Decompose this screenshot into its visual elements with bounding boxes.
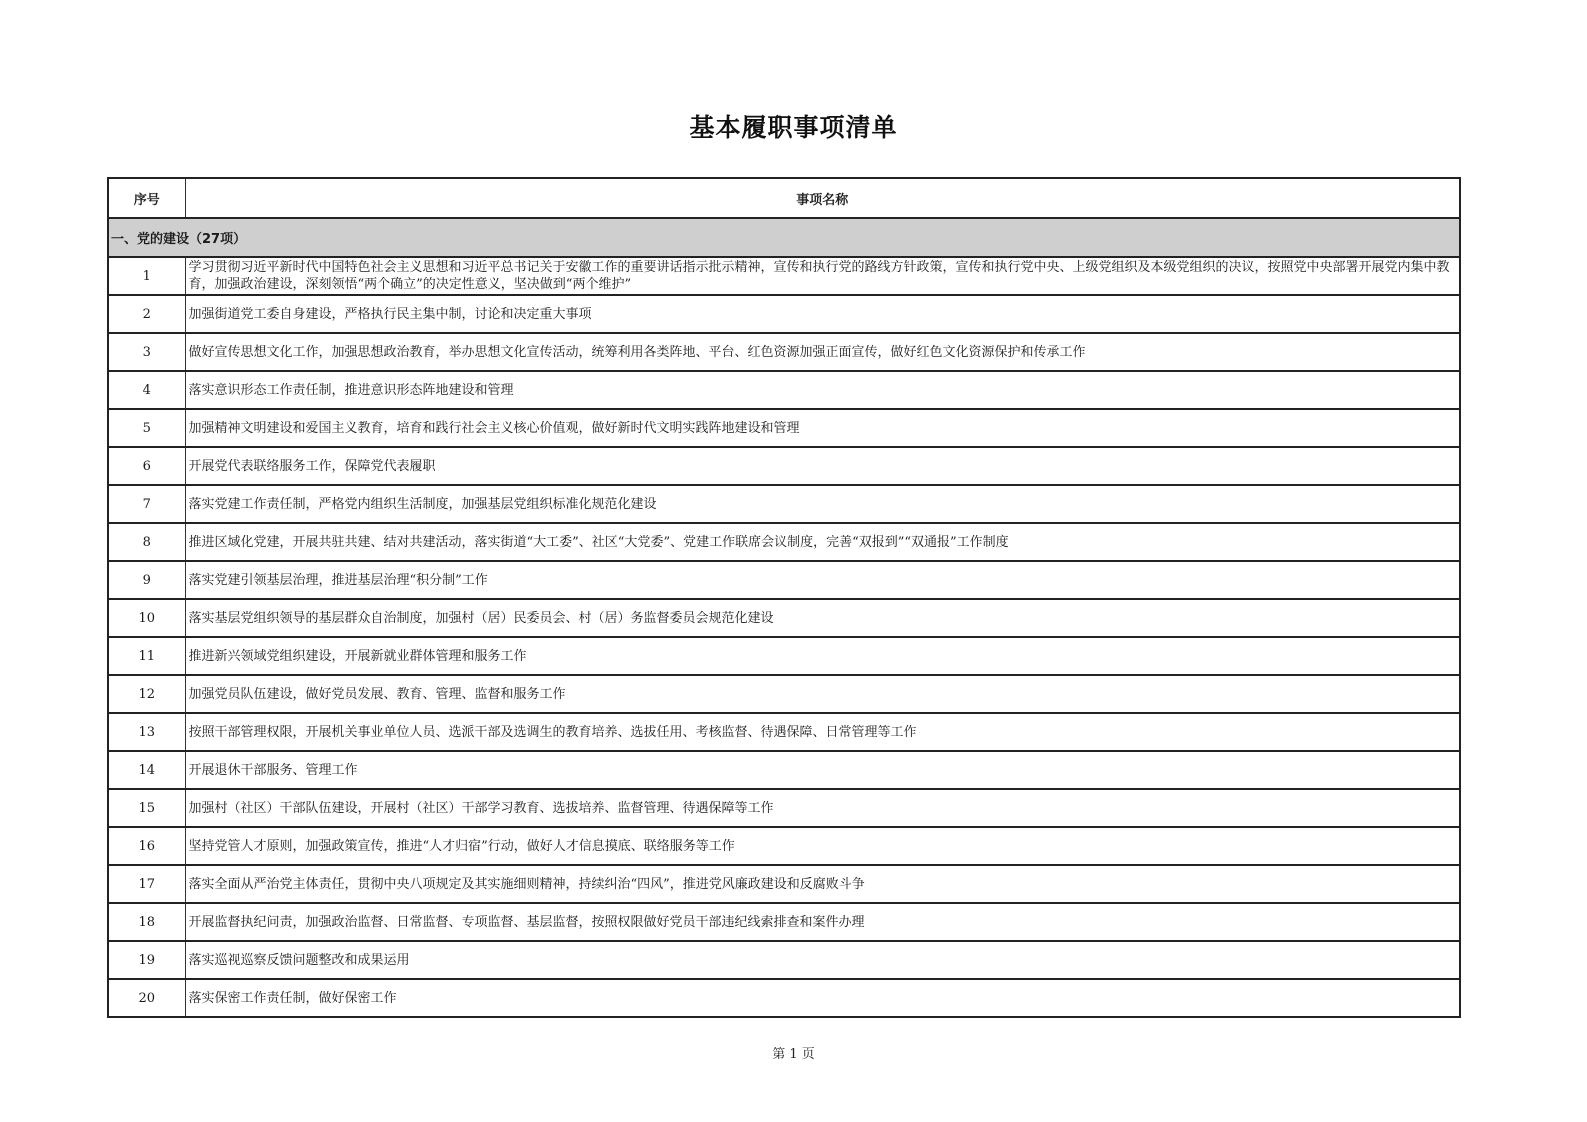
row-item-name: 按照干部管理权限，开展机关事业单位人员、选派干部及选调生的教育培养、选拔任用、考核监督、待遇保障、日常管理等工作 <box>185 713 1460 751</box>
table-row <box>108 865 1460 903</box>
row-item-name: 加强村（社区）干部队伍建设，开展村（社区）干部学习教育、选拔培养、监督管理、待遇保障等工作 <box>185 789 1460 827</box>
row-number: 17 <box>108 865 185 903</box>
row-item-name: 开展退休干部服务、管理工作 <box>185 751 1460 789</box>
row-number: 9 <box>108 561 185 599</box>
page-title: 基本履职事项清单 <box>689 113 898 142</box>
table-row <box>108 257 1460 295</box>
row-item-name: 落实党建引领基层治理，推进基层治理“积分制”工作 <box>185 561 1460 599</box>
table-row <box>108 561 1460 599</box>
section-title: 一、党的建设（27项） <box>108 218 1460 257</box>
row-number: 13 <box>108 713 185 751</box>
row-item-name: 推进区域化党建，开展共驻共建、结对共建活动，落实街道“大工委”、社区“大党委”、党建工作联席会议制度，完善“双报到”“双通报”工作制度 <box>185 523 1460 561</box>
row-number: 10 <box>108 599 185 637</box>
row-item-name: 做好宣传思想文化工作，加强思想政治教育，举办思想文化宣传活动，统筹利用各类阵地、平台、红色资源加强正面宣传，做好红色文化资源保护和传承工作 <box>185 333 1460 371</box>
row-item-name: 开展党代表联络服务工作，保障党代表履职 <box>185 447 1460 485</box>
row-item-name: 加强街道党工委自身建设，严格执行民主集中制，讨论和决定重大事项 <box>185 295 1460 333</box>
table-header-row <box>108 178 1460 218</box>
row-item-name: 加强精神文明建设和爱国主义教育，培育和践行社会主义核心价值观，做好新时代文明实践阵地建设和管理 <box>185 409 1460 447</box>
table-row <box>108 333 1460 371</box>
table-row <box>108 713 1460 751</box>
row-number: 18 <box>108 903 185 941</box>
row-number: 16 <box>108 827 185 865</box>
row-number: 4 <box>108 371 185 409</box>
table-row <box>108 295 1460 333</box>
row-item-name: 开展监督执纪问责，加强政治监督、日常监督、专项监督、基层监督，按照权限做好党员干部违纪线索排查和案件办理 <box>185 903 1460 941</box>
row-number: 19 <box>108 941 185 979</box>
row-item-name: 落实基层党组织领导的基层群众自治制度，加强村（居）民委员会、村（居）务监督委员会规范化建设 <box>185 599 1460 637</box>
row-number: 20 <box>108 979 185 1017</box>
table-row <box>108 523 1460 561</box>
row-number: 1 <box>108 257 185 295</box>
table-row <box>108 409 1460 447</box>
table-row <box>108 751 1460 789</box>
row-item-name: 落实保密工作责任制，做好保密工作 <box>185 979 1460 1017</box>
row-item-name: 落实全面从严治党主体责任，贯彻中央八项规定及其实施细则精神，持续纠治“四风”，推进党风廉政建设和反腐败斗争 <box>185 865 1460 903</box>
row-item-name: 坚持党管人才原则，加强政策宣传，推进“人才归宿”行动，做好人才信息摸底、联络服务等工作 <box>185 827 1460 865</box>
table-row <box>108 371 1460 409</box>
row-item-name: 落实巡视巡察反馈问题整改和成果运用 <box>185 941 1460 979</box>
table-row <box>108 789 1460 827</box>
duty-list-table <box>107 177 1461 1018</box>
section-row <box>108 218 1460 257</box>
table-row <box>108 827 1460 865</box>
row-number: 8 <box>108 523 185 561</box>
row-number: 2 <box>108 295 185 333</box>
row-number: 3 <box>108 333 185 371</box>
table-row <box>108 637 1460 675</box>
table-row <box>108 447 1460 485</box>
row-item-name: 推进新兴领域党组织建设，开展新就业群体管理和服务工作 <box>185 637 1460 675</box>
table-row <box>108 485 1460 523</box>
page-number: 第 1 页 <box>772 1047 815 1062</box>
row-number: 5 <box>108 409 185 447</box>
row-number: 7 <box>108 485 185 523</box>
row-item-name: 学习贯彻习近平新时代中国特色社会主义思想和习近平总书记关于安徽工作的重要讲话指示批示精神，宣传和执行党的路线方针政策，宣传和执行党中央、上级党组织及本级党组织的决议，按照党中央部署开展党内集中教育，加强政治建设，深刻领悟“两个确立”的决定性意义，坚决做到“两个维护” <box>185 257 1460 295</box>
row-item-name: 落实党建工作责任制，严格党内组织生活制度，加强基层党组织标准化规范化建设 <box>185 485 1460 523</box>
column-header-name: 事项名称 <box>185 178 1460 218</box>
table-row <box>108 599 1460 637</box>
table-row <box>108 941 1460 979</box>
row-item-name: 加强党员队伍建设，做好党员发展、教育、管理、监督和服务工作 <box>185 675 1460 713</box>
row-number: 15 <box>108 789 185 827</box>
row-number: 11 <box>108 637 185 675</box>
table-row <box>108 903 1460 941</box>
row-number: 12 <box>108 675 185 713</box>
column-header-no: 序号 <box>108 178 185 218</box>
row-number: 6 <box>108 447 185 485</box>
row-item-name: 落实意识形态工作责任制，推进意识形态阵地建设和管理 <box>185 371 1460 409</box>
row-number: 14 <box>108 751 185 789</box>
table-row <box>108 675 1460 713</box>
table-row <box>108 979 1460 1017</box>
